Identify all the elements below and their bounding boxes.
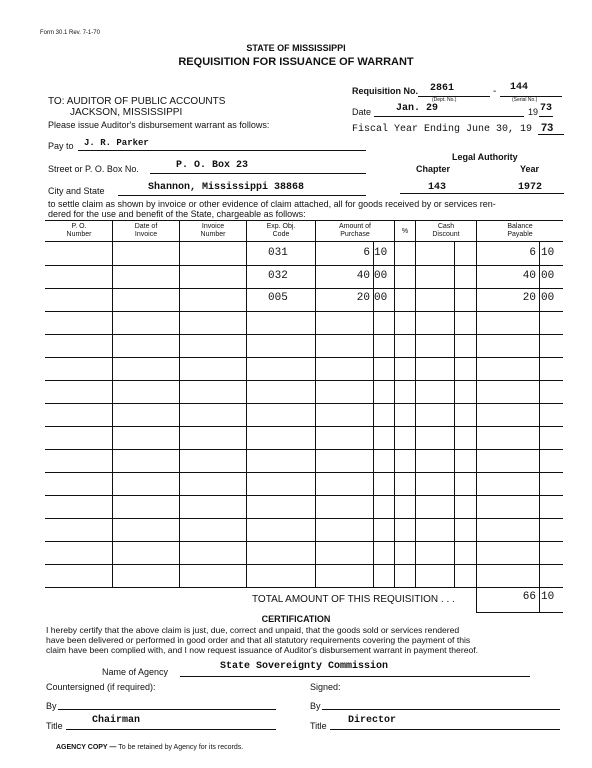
dept-caption: (Dept. No.) — [432, 97, 457, 103]
col-exp-code: Exp. Obj. Code — [266, 223, 296, 238]
state-title: STATE OF MISSISSIPPI — [246, 43, 346, 53]
chapter-label: Chapter — [416, 164, 451, 174]
certification-line-3: claim have been complied with, and I now request issuance of Auditor's disbursement warrant in payment thereof. — [46, 645, 479, 655]
date-line — [374, 116, 524, 117]
date-year-line — [539, 116, 553, 117]
total-cents: 10 — [541, 591, 555, 603]
certification-line-2: have been delivered or performed in good order and that all statutory requirements covering the payment of this — [46, 635, 471, 645]
date-value: Jan. 29 — [396, 103, 439, 114]
agency-line — [180, 676, 530, 677]
title-line-left — [66, 729, 276, 730]
title-left-value: Chairman — [92, 715, 141, 726]
col-amount: Amount of Purchase — [339, 223, 371, 238]
city-value: Shannon, Mississippi 38868 — [148, 182, 305, 193]
balance-cents: 00 — [541, 292, 555, 304]
exp-code: 031 — [268, 247, 288, 259]
pay-to-line — [78, 150, 366, 151]
col-po: P. O. Number — [66, 223, 92, 238]
serial-caption: (Serial No.) — [512, 97, 538, 103]
amount-cents: 00 — [374, 292, 388, 304]
footer-text: To be retained by Agency for its records. — [118, 744, 244, 751]
title-label-right: Title — [310, 721, 327, 731]
col-cash-discount: Cash Discount — [432, 223, 460, 238]
pay-to-label: Pay to — [48, 141, 74, 151]
agency-value: State Sovereignty Commission — [220, 661, 389, 672]
fiscal-line — [538, 134, 564, 135]
countersigned-label: Countersigned (if required): — [46, 682, 156, 692]
balance-dollars: 20 — [522, 292, 536, 304]
street-label: Street or P. O. Box No. — [48, 164, 139, 174]
to-line-1: TO: AUDITOR OF PUBLIC ACCOUNTS — [48, 96, 226, 107]
fiscal-label: Fiscal Year Ending June 30, 19 — [352, 124, 533, 135]
total-label: TOTAL AMOUNT OF THIS REQUISITION . . . — [252, 594, 455, 605]
agency-label: Name of Agency — [102, 667, 169, 677]
pay-to-value: J. R. Parker — [84, 138, 149, 148]
by-label-right: By — [310, 701, 321, 711]
title-right-value: Director — [348, 715, 397, 726]
req-dash: - — [493, 86, 497, 97]
by-label-left: By — [46, 701, 57, 711]
amount-dollars: 40 — [356, 270, 370, 282]
footer-bold: AGENCY COPY — — [56, 744, 117, 751]
title-label-left: Title — [46, 721, 63, 731]
certification-heading: CERTIFICATION — [261, 614, 331, 624]
col-date: Date of Invoice — [134, 223, 158, 238]
title-line-right — [330, 729, 560, 730]
amount-dollars: 6 — [363, 247, 370, 259]
balance-dollars: 40 — [522, 270, 536, 282]
exp-code: 032 — [268, 270, 288, 282]
serial-no: 144 — [510, 82, 529, 93]
form-title: REQUISITION FOR ISSUANCE OF WARRANT — [178, 56, 414, 68]
balance-cents: 00 — [541, 270, 555, 282]
by-line-right — [322, 709, 560, 710]
date-year: 73 — [540, 103, 553, 114]
amount-dollars: 20 — [356, 292, 370, 304]
amount-cents: 10 — [374, 247, 388, 259]
balance-cents: 10 — [541, 247, 555, 259]
col-invoice: Invoice Number — [200, 223, 226, 238]
year-label: Year — [520, 164, 540, 174]
amount-cents: 00 — [374, 270, 388, 282]
date-year-prefix: 19 — [528, 107, 539, 117]
signed-label: Signed: — [310, 682, 341, 692]
city-line — [118, 195, 366, 196]
requisition-label: Requisition No. — [352, 86, 418, 96]
chapter-value: 143 — [428, 182, 447, 193]
footer — [56, 744, 243, 751]
city-label: City and State — [48, 186, 105, 196]
date-label: Date — [352, 107, 372, 117]
balance-dollars: 6 — [529, 247, 536, 259]
col-pct: % — [401, 228, 409, 235]
fiscal-value: 73 — [541, 122, 554, 134]
certification-line-1: I hereby certify that the above claim is just, due, correct and unpaid, that the goods sold or services rendered — [46, 625, 460, 635]
total-dollars: 66 — [522, 591, 536, 603]
year-value: 1972 — [518, 182, 543, 193]
by-line-left — [58, 709, 276, 710]
street-value: P. O. Box 23 — [176, 160, 249, 171]
dept-no: 2861 — [430, 83, 455, 94]
settle-text-2: dered for the use and benefit of the State, chargeable as follows: — [48, 209, 306, 219]
to-line-2: JACKSON, MISSISSIPPI — [70, 107, 183, 118]
please-issue: Please issue Auditor's disbursement warrant as follows: — [48, 120, 270, 130]
form-id: Form 30.1 Rev. 7-1-70 — [40, 30, 100, 36]
settle-text-1: to settle claim as shown by invoice or other evidence of claim attached, all for goods received by or services ren- — [48, 199, 496, 209]
legal-authority-line — [400, 193, 564, 194]
legal-authority-label: Legal Authority — [452, 152, 518, 162]
col-balance: Balance Payable — [507, 223, 533, 238]
street-line — [150, 173, 366, 174]
exp-code: 005 — [268, 292, 288, 304]
